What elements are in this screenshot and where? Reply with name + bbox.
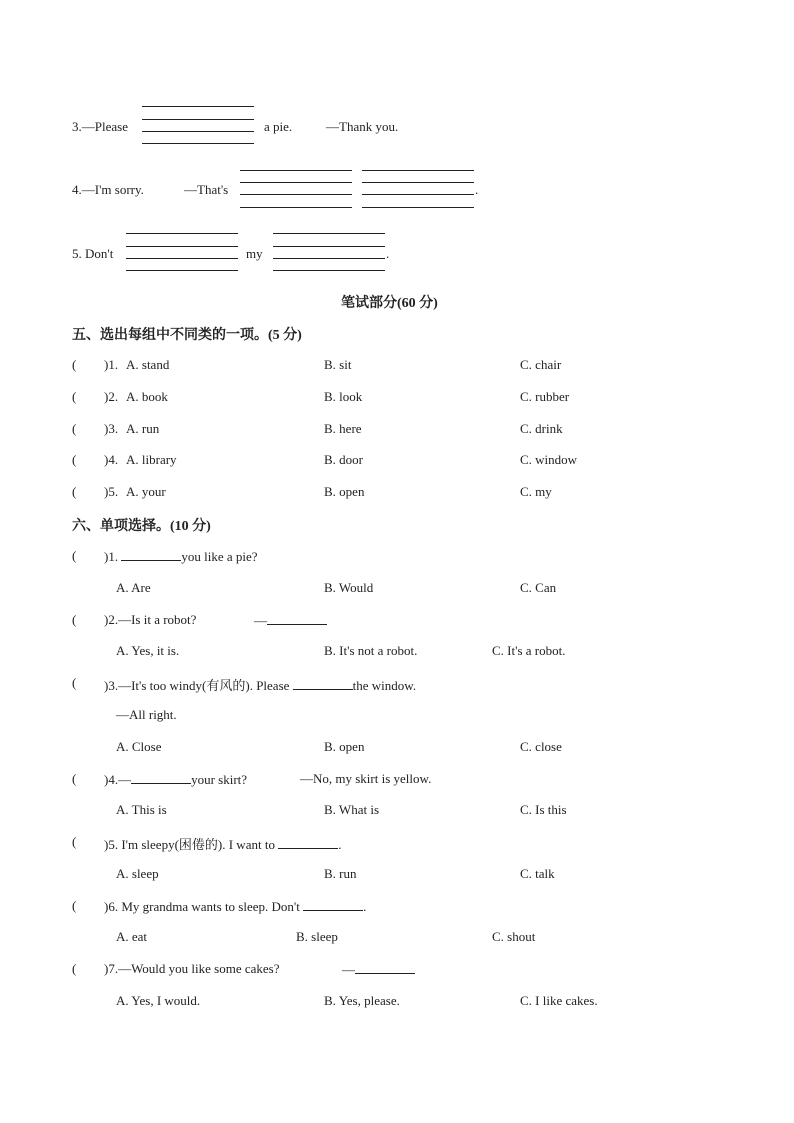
option-a[interactable]: A. Yes, it is.	[116, 643, 180, 658]
option-b[interactable]: B. sleep	[296, 929, 338, 944]
answer-blank[interactable]	[121, 548, 181, 561]
item-number: )2.	[104, 389, 119, 404]
q5-blank-b-4[interactable]	[273, 270, 385, 271]
option-c[interactable]: C. Can	[520, 580, 557, 595]
stem-text: your skirt?	[191, 772, 248, 787]
item-number: )1.	[104, 357, 119, 372]
option-b[interactable]: B. sit	[324, 357, 352, 372]
stem-text: the window.	[352, 678, 417, 693]
q3-blank-line-1[interactable]	[142, 106, 254, 107]
question-number: )3.—It's too windy(有风的). Please	[104, 678, 290, 693]
option-b[interactable]: B. run	[324, 866, 357, 881]
option-b[interactable]: B. open	[324, 484, 365, 499]
part6-title: 六、单项选择。(10 分)	[72, 519, 211, 534]
question-number: )5. I'm sleepy(困倦的). I want to	[104, 837, 275, 852]
option-c[interactable]: C. drink	[520, 421, 563, 436]
option-b[interactable]: B. door	[324, 452, 363, 467]
question-number: )4.—	[104, 772, 132, 787]
q3-blank-line-3[interactable]	[142, 131, 254, 132]
q5-blank-a-1[interactable]	[126, 233, 238, 234]
option-a[interactable]: A. book	[126, 389, 168, 404]
reply-text: —No, my skirt is yellow.	[300, 771, 432, 786]
option-b[interactable]: B. open	[324, 739, 365, 754]
paren: (	[72, 452, 77, 467]
option-a[interactable]: A. sleep	[116, 866, 159, 881]
paren: (	[72, 612, 77, 627]
answer-blank[interactable]	[303, 898, 363, 911]
option-c[interactable]: C. talk	[520, 866, 555, 881]
stem-end: .	[363, 899, 367, 914]
option-c[interactable]: C. window	[520, 452, 578, 467]
q5-blank-a-4[interactable]	[126, 270, 238, 271]
option-c[interactable]: C. Is this	[520, 802, 567, 817]
paren: (	[72, 961, 77, 976]
paren: (	[72, 898, 77, 913]
question-stem	[104, 771, 247, 788]
question-number: )6. My grandma wants to sleep. Don't	[104, 899, 300, 914]
item-number: )5.	[104, 484, 119, 499]
paren: (	[72, 771, 77, 786]
q5-blank-a-3[interactable]	[126, 258, 238, 259]
option-c[interactable]: C. I like cakes.	[520, 993, 598, 1008]
q3-mid: a pie.	[264, 119, 293, 134]
option-a[interactable]: A. Close	[116, 739, 162, 754]
paren: (	[72, 834, 77, 849]
question-stem	[104, 834, 341, 853]
option-b[interactable]: B. What is	[324, 802, 380, 817]
question-number: )1.	[104, 549, 119, 564]
q3-reply: —Thank you.	[326, 119, 399, 134]
question-stem: )2.—Is it a robot?	[104, 612, 197, 627]
option-c[interactable]: C. It's a robot.	[492, 643, 566, 658]
paren: (	[72, 389, 77, 404]
option-a[interactable]: A. Are	[116, 580, 151, 595]
paren: (	[72, 675, 77, 690]
paren: (	[72, 421, 77, 436]
answer-blank[interactable]	[267, 612, 327, 625]
item-number: )4.	[104, 452, 119, 467]
answer-line	[342, 961, 415, 978]
option-a[interactable]: A. your	[126, 484, 166, 499]
question-stem: )7.—Would you like some cakes?	[104, 961, 280, 976]
q3-blank-line-2[interactable]	[142, 119, 254, 120]
q4-blank-b-1[interactable]	[362, 170, 474, 171]
paren: (	[72, 484, 77, 499]
q4-blank-a-4[interactable]	[240, 207, 352, 208]
option-a[interactable]: A. Yes, I would.	[116, 993, 201, 1008]
q4-blank-a-1[interactable]	[240, 170, 352, 171]
q4-reply: —That's	[184, 182, 229, 197]
option-c[interactable]: C. chair	[520, 357, 562, 372]
option-a[interactable]: A. eat	[116, 929, 148, 944]
option-c[interactable]: C. close	[520, 739, 562, 754]
part5-title: 五、选出每组中不同类的一项。(5 分)	[72, 328, 302, 343]
option-a[interactable]: A. library	[126, 452, 177, 467]
option-c[interactable]: C. my	[520, 484, 552, 499]
option-a[interactable]: A. run	[126, 421, 160, 436]
question-stem	[104, 675, 416, 694]
q5-blank-b-1[interactable]	[273, 233, 385, 234]
question-stem	[104, 548, 258, 565]
q4-blank-a-3[interactable]	[240, 194, 352, 195]
answer-line	[254, 612, 327, 629]
question-stem	[104, 898, 366, 915]
item-number: )3.	[104, 421, 119, 436]
q4-blank-b-2[interactable]	[362, 182, 474, 183]
paren: (	[72, 357, 77, 372]
q5-end: .	[386, 246, 390, 261]
paren: (	[72, 548, 77, 563]
stem-end: .	[338, 837, 342, 852]
answer-blank[interactable]	[355, 961, 415, 974]
q5-blank-b-2[interactable]	[273, 246, 385, 247]
answer-blank[interactable]	[278, 836, 338, 849]
reply-text: —All right.	[116, 707, 177, 722]
q4-end: .	[475, 182, 479, 197]
option-a[interactable]: A. stand	[126, 357, 170, 372]
option-b[interactable]: B. here	[324, 421, 362, 436]
answer-blank[interactable]	[293, 677, 353, 690]
dash: —	[254, 613, 267, 628]
q4-blank-b-4[interactable]	[362, 207, 474, 208]
stem-text: you like a pie?	[181, 549, 258, 564]
option-c[interactable]: C. rubber	[520, 389, 570, 404]
q5-blank-b-3[interactable]	[273, 258, 385, 259]
option-b[interactable]: B. Would	[324, 580, 374, 595]
option-b[interactable]: B. Yes, please.	[324, 993, 400, 1008]
answer-blank[interactable]	[131, 771, 191, 784]
section-heading: 笔试部分(60 分)	[341, 296, 438, 311]
q4-blank-a-2[interactable]	[240, 182, 352, 183]
q4-blank-b-3[interactable]	[362, 194, 474, 195]
q5-mid: my	[246, 246, 263, 261]
option-c[interactable]: C. shout	[492, 929, 536, 944]
option-b[interactable]: B. It's not a robot.	[324, 643, 418, 658]
option-a[interactable]: A. This is	[116, 802, 167, 817]
q5-prefix: 5. Don't	[72, 246, 114, 261]
q3-blank-line-4[interactable]	[142, 143, 254, 144]
q4-prefix: 4.—I'm sorry.	[72, 182, 144, 197]
dash: —	[342, 962, 355, 977]
option-b[interactable]: B. look	[324, 389, 363, 404]
q5-blank-a-2[interactable]	[126, 246, 238, 247]
q3-prefix: 3.—Please	[72, 119, 128, 134]
